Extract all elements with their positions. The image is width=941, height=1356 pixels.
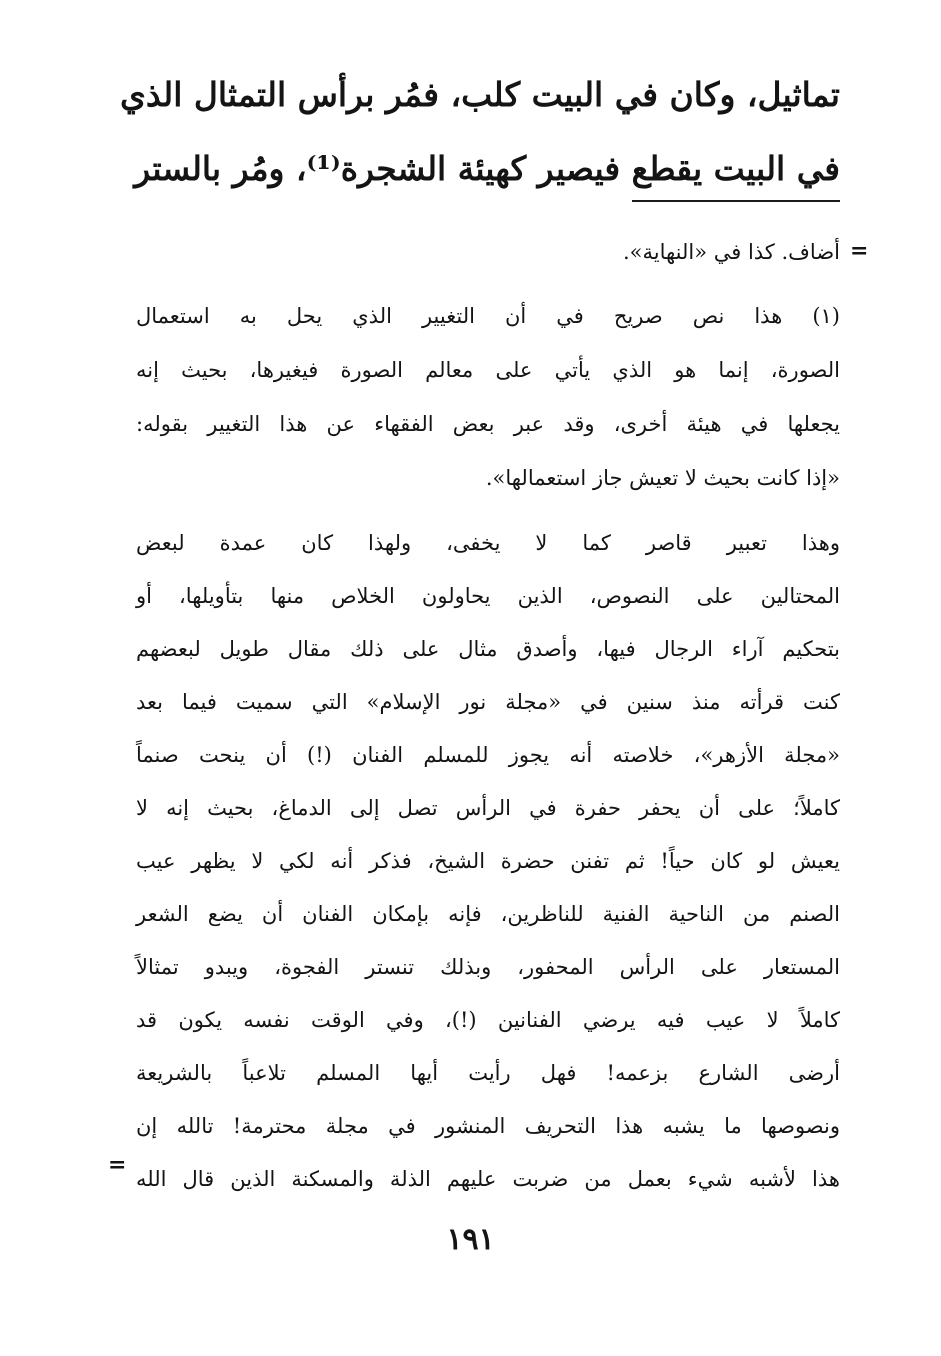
- footnote-1: [136, 289, 840, 505]
- footnote-line: أرضى الشارع بزعمه! فهل رأيت أيها المسلم تلاعباً بالشريعة: [136, 1061, 840, 1085]
- footnote-line: كاملاً لا عيب فيه يرضي الفنانين (!)، وفي الوقت نفسه يكون قد: [136, 1008, 840, 1032]
- footnote-line: المحتالين على النصوص، الذين يحاولون الخلاص منها بتأويلها، أو: [136, 584, 840, 608]
- footnote-line: الصورة، إنما هو الذي يأتي على معالم الصورة فيغيرها، بحيث إنه: [136, 358, 840, 382]
- footnote-line: كاملاً؛ على أن يحفر حفرة في الرأس تصل إلى الدماغ، بحيث إنه لا: [136, 796, 840, 820]
- footnote-line: ونصوصها ما يشبه هذا التحريف المنشور في مجلة محترمة! تالله إن: [136, 1114, 840, 1138]
- page-number: ١٩١: [446, 1222, 495, 1257]
- footnote-line: بتحكيم آراء الرجال فيها، وأصدق مثال على ذلك مقال طويل لبعضهم: [136, 637, 840, 661]
- continues-mark: =: [108, 1152, 127, 1178]
- main-text-line: تماثيل، وكان في البيت كلب، فمُر برأس التمثال الذي: [120, 75, 840, 114]
- main-text: [120, 58, 840, 206]
- footnote-line: يعيش لو كان حياً! ثم تفنن حضرة الشيخ، فذكر أنه لكي لا يظهر عيب: [136, 849, 840, 873]
- footnote-line: كنت قرأته منذ سنين في «مجلة نور الإسلام» التي سميت فيما بعد: [136, 690, 840, 714]
- footnote-line: وهذا تعبير قاصر كما لا يخفى، ولهذا كان عمدة لبعض: [136, 531, 840, 555]
- footnote-line: الصنم من الناحية الفنية للناظرين، فإنه بإمكان الفنان أن يضع الشعر: [136, 902, 840, 926]
- footnote-paragraph-2: [136, 517, 840, 1206]
- footnote-continuation: [136, 232, 840, 272]
- footnote-line: «إذا كانت بحيث لا تعيش جاز استعمالها».: [485, 466, 840, 490]
- footnote-line: يجعلها في هيئة أخرى، وقد عبر بعض الفقهاء عن هذا التغيير بقوله:: [136, 412, 840, 436]
- footnote-line: «مجلة الأزهر»، خلاصته أنه يجوز للمسلم الفنان (!) أن ينحت صنماً: [136, 743, 840, 767]
- footnote-line: المستعار على الرأس المحفور، وبذلك تنستر الفجوة، ويبدو تمثالاً: [136, 955, 840, 979]
- footnote-divider: [632, 200, 840, 202]
- continuation-mark: =: [850, 238, 869, 264]
- footnote-line: هذا لأشبه شيء بعمل من ضربت عليهم الذلة والمسكنة الذين قال الله: [136, 1167, 840, 1191]
- footnote-line: أضاف. كذا في «النهاية».: [622, 240, 840, 264]
- footnote-line: (١) هذا نص صريح في أن التغيير الذي يحل به استعمال: [136, 304, 840, 328]
- main-text-line: في البيت يقطع فيصير كهيئة الشجرة⁽¹⁾، ومُر بالستر: [134, 149, 840, 188]
